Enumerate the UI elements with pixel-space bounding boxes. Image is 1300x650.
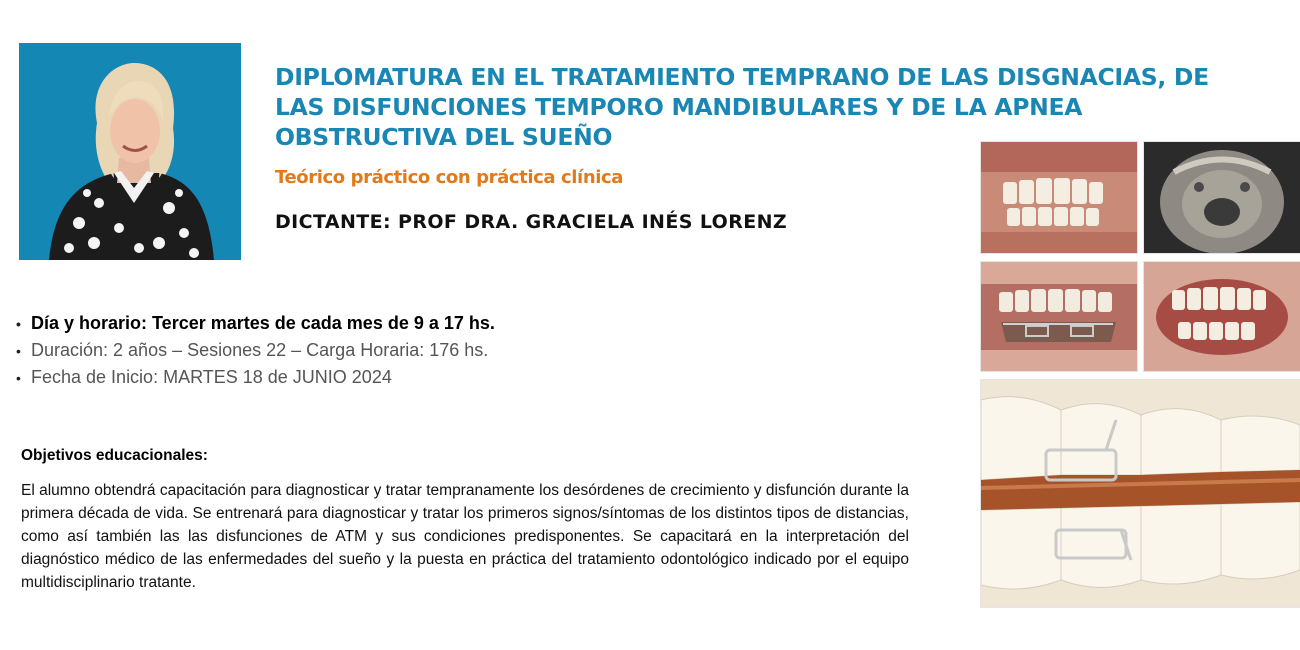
detail-schedule-text: Día y horario: Tercer martes de cada mes de 9 a 17 hs. [31, 313, 495, 333]
detail-duration-text: Duración: 2 años – Sesiones 22 – Carga Horaria: 176 hs. [31, 340, 489, 360]
detail-duration [16, 337, 495, 364]
clinical-photo-appliance-mouth [980, 261, 1138, 372]
bullet-icon: • [16, 370, 21, 386]
lecturer-portrait [19, 43, 241, 260]
objectives-body: El alumno obtendrá capacitación para diagnosticar y tratar tempranamente los desórdenes de crecimiento y disfunción durante la primera década de vida. Se entrenará para diagnosticar y tratar los primeros signos/síntomas de los distintos tipos de distancias, como así también las las disfunciones de ATM y sus condiciones predisponentes. Se capacitará en la interpretación del diagnóstico médico de las enfermedades del sueño y la puesta en práctica del tratamiento odontológico indicado por el equipo multidisciplinario tratante. [21, 482, 909, 591]
detail-start-date [16, 364, 495, 391]
course-details-list [16, 310, 495, 391]
course-title: DIPLOMATURA EN EL TRATAMIENTO TEMPRANO DE LAS DISGNACIAS, DE LAS DISFUNCIONES TEMPORO MANDIBULARES Y DE LA APNEA OBSTRUCTIVA DEL SUEÑO [275, 63, 1209, 151]
clinical-photo-open-mouth [1143, 261, 1300, 372]
bullet-icon: • [16, 343, 21, 359]
bullet-icon: • [16, 316, 21, 332]
detail-schedule [16, 310, 495, 337]
objectives-heading: Objetivos educacionales: [21, 447, 208, 464]
detail-start-date-text: Fecha de Inicio: MARTES 18 de JUNIO 2024 [31, 367, 392, 387]
clinical-photo-dental-appliance [980, 379, 1300, 608]
lecturer-name: DICTANTE: PROF DRA. GRACIELA INÉS LORENZ [275, 211, 788, 233]
course-subtitle: Teórico práctico con práctica clínica [275, 167, 624, 188]
clinical-photo-teeth-front [980, 141, 1138, 254]
clinical-photo-skull-scan [1143, 141, 1300, 254]
